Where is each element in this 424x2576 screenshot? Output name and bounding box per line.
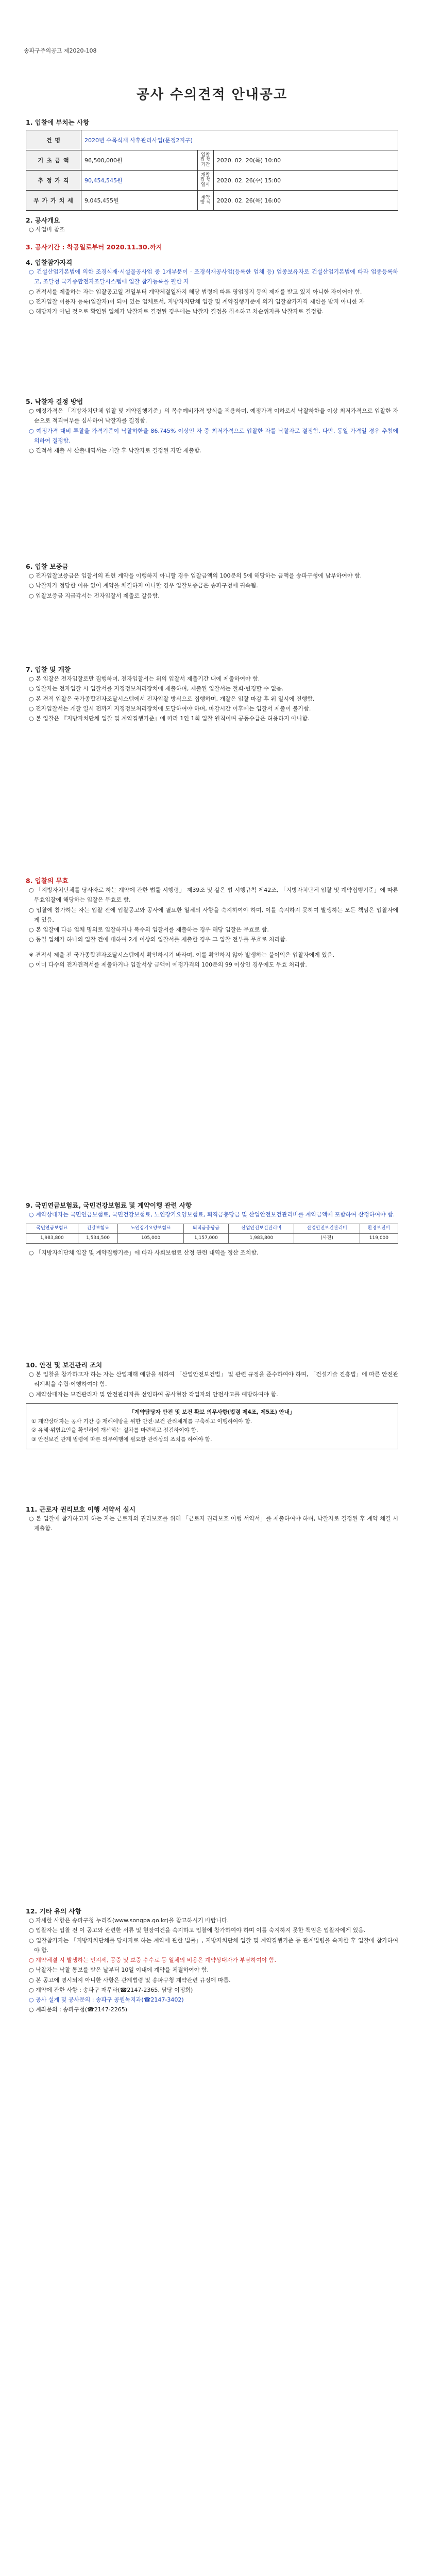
estimated-price: 90,454,545원 (81, 171, 198, 191)
bid-info-table (26, 130, 398, 211)
doc-number: 송파구주의공고 제2020-108 (24, 47, 97, 54)
section-heading: 2. 공사개요 (26, 216, 60, 224)
row-mini-label: 개찰 집 행 일시 (197, 171, 213, 191)
list-item: ○ 전자입찰보증금은 입찰서의 관련 계약을 이행하지 아니할 경우 입찰금액의 100분의 5에 해당하는 금액을 송파구청에 납부하여야 함. (29, 572, 362, 579)
insurance-table (26, 1224, 398, 1243)
list-item-text: ○ 건설산업기본법에 의한 조경식재·시설물공사업 중 1개부문이 · 조경식재공사업(등록한 업체 등) 업종보유자로 건설산업기본법에 따라 업종등록하고, 조달청 국가종합전자조달시스템에 입찰 참가등록을 필한 자 (29, 268, 398, 285)
date-value: 2020. 02. 20(목) 10:00 (213, 150, 398, 171)
section-heading: 1. 입찰에 부치는 사항 (26, 118, 90, 126)
section-notes (26, 1906, 398, 2015)
list-item: ○ 사업비 참조 (29, 226, 65, 233)
column-header: 국민연금보험료 (26, 1224, 78, 1234)
row-mini-label: 계약 방 식 (197, 191, 213, 211)
table-row (26, 191, 398, 211)
box-line: ① 계약상대자는 공사 기간 중 재해예방을 위한 안전·보건 관리체계를 구축하고 이행하여야 함. (31, 1418, 252, 1425)
table-cell: (사전) (294, 1233, 360, 1243)
section-bid-items (26, 117, 398, 211)
row-label: 추 정 가 격 (26, 171, 81, 191)
box-line: ② 유해·위험요인을 확인하여 개선하는 절차를 마련하고 점검하여야 함. (31, 1427, 198, 1434)
section-deposit (26, 562, 398, 601)
box-title: 「계약담당자 안전 및 보건 확보 의무사항(법령 제4조, 제5조) 안내」 (129, 1409, 295, 1415)
section-invalid-bids (26, 876, 398, 970)
list-item: ○ 견적서 제출 시 산출내역서는 개찰 후 낙찰자로 결정된 자만 제출함. (29, 447, 201, 454)
list-item: ○ 계좌문의 : 송파구청(☎2147-2265) (29, 2006, 128, 2013)
column-header: 퇴직금충당금 (183, 1224, 228, 1234)
list-item-text: ○ 예정가격 대비 투찰율 가격기준이 낙찰하한율 86.745% 이상인 자 중 최저가격으로 입찰한 자를 낙찰자로 결정함. 다만, 동일 가격일 경우 추첨에 의하여 결정함. (29, 427, 398, 444)
note-item: ○ 이미 다수의 전자견적서를 제출하거나 입찰서상 금액이 예정가격의 100분의 99 이상인 경우에도 무효 처리함. (29, 961, 307, 968)
section-heading: 3. 공사기간 : 착공일로부터 2020.11.30.까지 (26, 243, 162, 251)
table-cell: 1,157,000 (183, 1233, 228, 1243)
section-bid-opening (26, 665, 398, 723)
list-item: ○ 낙찰자가 정당한 이유 없이 계약을 체결하지 아니할 경우 입찰보증금은 송파구청에 귀속됨. (29, 582, 258, 589)
table-row (26, 171, 398, 191)
list-item: ○ 입찰참가자는 「지방자치단체를 당사자로 하는 계약에 관한 법률」, 지방자치단체 입찰 및 계약집행기준 등 관계법령을 숙지한 후 입찰에 참가하여야 함. (29, 1937, 398, 1954)
list-item: ○ 「지방자치단체를 당사자로 하는 계약에 관한 법률 시행령」 제39조 및 같은 법 시행규칙 제42조, 「지방자치단체 입찰 및 계약집행기준」에 따른 무효입찰에 해당하는 입찰은 무효로 함. (29, 887, 398, 904)
list-item: ○ 계약상대자는 보건관리자 및 안전관리자를 선임하여 공사현장 작업자의 안전사고를 예방하여야 함. (29, 1391, 278, 1398)
list-item: ○ 입찰자는 전자입찰 시 입찰서를 지정정보처리장치에 제출하며, 제출된 입찰서는 철회·변경할 수 없음. (29, 685, 284, 692)
list-item (26, 1955, 398, 1965)
list-item-text: ○ 공사 설계 및 공사문의 : 송파구 공원녹지과(☎2147-3402) (29, 1996, 184, 2003)
list-item (26, 426, 398, 446)
section-overview (26, 215, 398, 234)
list-item (26, 267, 398, 287)
section-heading: 12. 기타 유의 사항 (26, 1907, 81, 1915)
table-row (26, 130, 398, 150)
table-cell: 1,983,800 (229, 1233, 294, 1243)
column-header: 건강보험료 (78, 1224, 118, 1234)
project-name: 2020년 수목식재 사후관리사업(문정2지구) (81, 130, 398, 150)
section-heading: 7. 입찰 및 개찰 (26, 666, 71, 673)
column-header: 노인장기요양보험료 (118, 1224, 183, 1234)
list-item: ○ 동일 업체가 하나의 입찰 건에 대하여 2개 이상의 입찰서를 제출한 경우 그 입찰 전부를 무효로 처리함. (29, 936, 287, 943)
list-item: ○ 예정가격은 「지방자치단체 입찰 및 계약집행기준」의 복수예비가격 방식을 적용하며, 예정가격 이하로서 낙찰하한율 이상 최저가격으로 입찰한 자 순으로 적격여부를 심사하여 낙찰자를 결정함. (29, 408, 398, 425)
row-label: 건 명 (26, 130, 81, 150)
list-item: ○ 해당자가 아닌 것으로 확인된 업체가 낙찰자로 결정된 경우에는 낙찰자 결정을 취소하고 차순위자를 낙찰자로 결정함. (29, 308, 324, 315)
table-cell: 119,000 (360, 1233, 398, 1243)
list-item: ○ 견적서를 제출하는 자는 입찰공고일 전일부터 계약체결일까지 해당 법령에 따른 영업정지 등의 제재를 받고 있지 아니한 자이어야 함. (29, 288, 362, 295)
section-worker-rights (26, 1504, 398, 1534)
list-item: ○ 본 공고에 명시되지 아니한 사항은 관계법령 및 송파구청 계약관련 규정에 따름. (29, 1976, 231, 1984)
list-item: ○ 본 입찰에 다른 업체 명의로 입찰하거나 복수의 입찰서를 제출하는 경우 해당 입찰은 무효로 함. (29, 926, 269, 933)
list-item: ○ 계약에 관한 사항 : 송파구 재무과(☎2147-2365, 담당 이정희) (29, 1986, 193, 1993)
list-item: ○ 입찰에 참가하는 자는 입찰 전에 입찰공고와 공사에 필요한 일체의 사항을 숙지하여야 하며, 이를 숙지하지 못하여 발생하는 모든 책임은 입찰자에게 있음. (29, 906, 398, 923)
section-heading: 6. 입찰 보증금 (26, 563, 69, 570)
list-item: ○ 본 입찰에 참가하고자 하는 자는 근로자의 권리보호를 위해 「근로자 권리보호 이행 서약서」를 제출하여야 하며, 낙찰자로 결정된 후 계약 체결 시 제출함. (29, 1515, 398, 1532)
section-heading: 8. 입찰의 무효 (26, 877, 69, 885)
list-item: ○ 본 입찰은 전자입찰로만 집행하며, 전자입찰서는 위의 입찰서 제출기간 내에 제출하여야 함. (29, 675, 260, 682)
table-header-row (26, 1224, 398, 1234)
list-item: ○ 전자입찰서는 개찰 일시 전까지 지정정보처리장치에 도달하여야 하며, 마감시간 이후에는 입찰서 제출이 불가함. (29, 705, 311, 712)
date-value: 2020. 02. 26(목) 16:00 (213, 191, 398, 211)
box-line: ③ 안전보건 관계 법령에 따른 의무이행에 필요한 관리상의 조치를 하여야 함. (31, 1436, 212, 1443)
list-item-text: ○ 계약체결 시 발생하는 인지세, 공증 및 보증 수수료 등 일체의 비용은 계약상대자가 부담하여야 함. (29, 1957, 276, 1963)
section-qualification (26, 258, 398, 316)
column-header: 산업안전보건관리비 (229, 1224, 294, 1234)
list-item: ○ 「지방자치단체 입찰 및 계약집행기준」에 따라 사회보험료 산정 관련 내역을 정산 조치함. (29, 1249, 259, 1256)
row-label: 기 초 금 액 (26, 150, 81, 171)
row-label: 부 가 가 치 세 (26, 191, 81, 211)
safety-notice-box (26, 1403, 398, 1449)
section-heading: 11. 근로자 권리보호 이행 서약서 실시 (26, 1505, 135, 1513)
list-item: ○ 본 입찰을 참가하고자 하는 자는 산업재해 예방을 위하여 「산업안전보건법」 및 관련 규정을 준수하여야 하며, 「건설기술 진흥법」에 따른 안전관리계획을 수립·이행하여야 함. (29, 1371, 398, 1388)
list-item: ○ 자세한 사항은 송파구청 누리집(www.songpa.go.kr)을 참고하시기 바랍니다. (29, 1917, 229, 1924)
section-heading: 4. 입찰참가자격 (26, 259, 73, 266)
date-value: 2020. 02. 26(수) 15:00 (213, 171, 398, 191)
note-item: ※ 견적서 제출 전 국가종합전자조달시스템에서 확인하시기 바라며, 이를 확인하지 않아 발생하는 불이익은 입찰자에게 있음. (29, 951, 334, 958)
section-heading: 10. 안전 및 보건관리 조치 (26, 1361, 103, 1369)
table-cell: 1,983,800 (26, 1233, 78, 1243)
table-cell: 1,534,500 (78, 1233, 118, 1243)
section-award-method (26, 397, 398, 455)
base-amount: 96,500,000원 (81, 150, 198, 171)
list-item-text: ○ 계약상대자는 국민연금보험료, 국민건강보험료, 노인장기요양보험료, 퇴직금충당금 및 산업안전보건관리비를 계약금액에 포함하여 산정하여야 함. (29, 1211, 395, 1218)
list-item: ○ 본 견적 입찰은 국가종합전자조달시스템에서 전자입찰 방식으로 집행하며, 개찰은 입찰 마감 후 위 일시에 진행함. (29, 695, 315, 702)
section-heading: 9. 국민연금보험료, 국민건강보험료 및 계약이행 관련 사항 (26, 1201, 192, 1209)
column-header: 환경보전비 (360, 1224, 398, 1234)
list-item: ○ 입찰자는 입찰 전 이 공고와 관련한 서류 및 현장여건을 숙지하고 입찰에 참가하여야 하며 이를 숙지하지 못한 책임은 입찰자에게 있음. (29, 1927, 366, 1934)
list-item: ○ 전자입찰 이용자 등록(입찰자)이 되어 있는 업체로서, 지방자치단체 입찰 및 계약집행기준에 의거 입찰참가자격 제한을 받지 아니한 자 (29, 298, 365, 305)
row-mini-label: 입찰 집 행 기간 (197, 150, 213, 171)
section-insurance (26, 1200, 398, 1258)
section-safety (26, 1360, 398, 1449)
section-heading: 5. 낙찰자 결정 방법 (26, 398, 83, 405)
list-item (26, 1210, 398, 1219)
list-item (26, 1995, 398, 2005)
list-item: ○ 본 입찰은 『지방자치단체 입찰 및 계약집행기준』에 따라 1인 1회 입찰 원칙이며 공동수급은 허용하지 아니함. (29, 715, 310, 722)
table-cell: 105,000 (118, 1233, 183, 1243)
section-period (26, 242, 398, 251)
column-header: 산업안전보건관리비 (294, 1224, 360, 1234)
vat-amount: 9,045,455원 (81, 191, 198, 211)
list-item: ○ 입찰보증금 지급각서는 전자입찰서 제출로 갈음함. (29, 592, 160, 599)
list-item: ○ 낙찰자는 낙찰 통보를 받은 날부터 10일 이내에 계약을 체결하여야 함. (29, 1967, 209, 1974)
table-row (26, 1233, 398, 1243)
table-row (26, 150, 398, 171)
page-title: 공사 수의견적 안내공고 (136, 87, 288, 103)
